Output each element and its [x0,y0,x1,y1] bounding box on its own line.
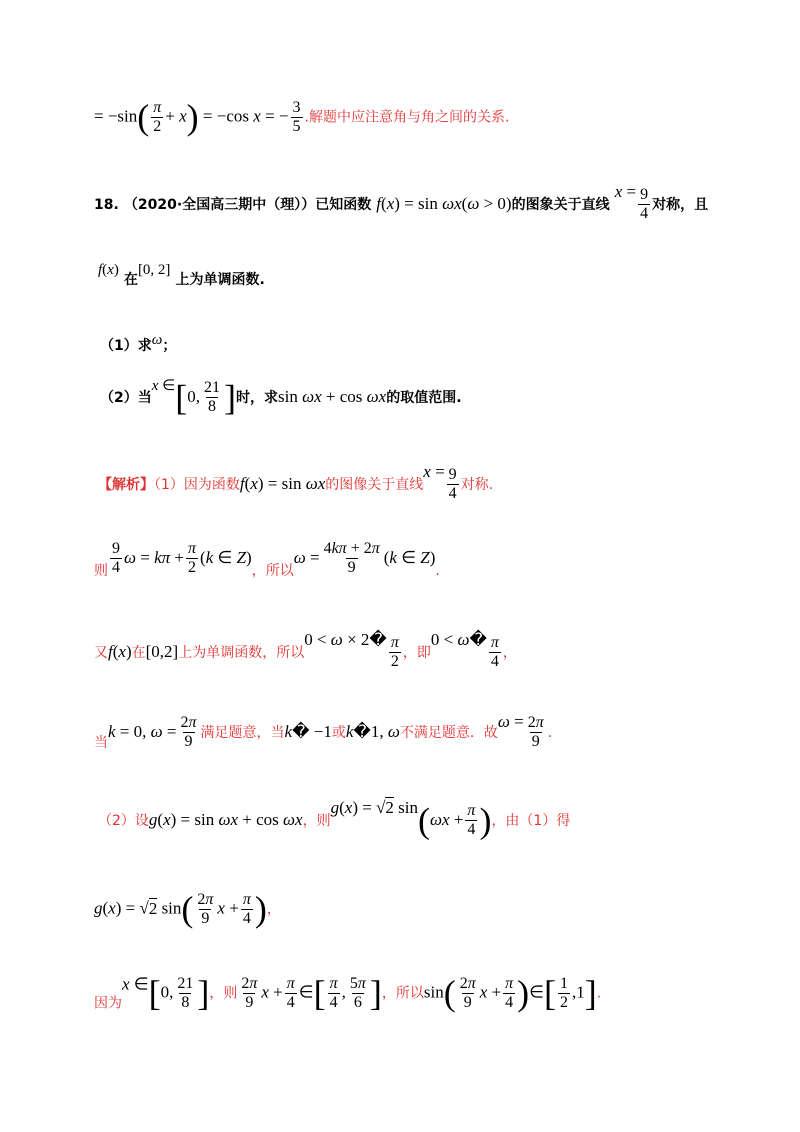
note-text: .解题中应注意角与角之间的关系. [304,109,510,126]
question-18-line2: f(x) 在[0, 2] 上为单调函数. [98,262,265,288]
solution-line6: g(x) = √2 sin( $\frac{2\pi}{9}$ x + $\frac{\pi}{4}$ )， [94,889,281,929]
solution-line4: 当k = 0, ω = $\frac{2\pi}{9}$ 满足题意，当k� −1或k�1, ω不满足题意．故ω = $\frac{2\pi}{9}$ . [94,712,553,751]
part-2: （2）当x ∈[0, $\frac{21}{8}$ ]时，求sin ωx + cos ωx的取值范围. [100,377,462,418]
question-source: （2020·全国高三期中（理）） [123,197,316,213]
part-1: （1）求ω； [100,332,177,354]
line-result: = −sin( $\frac{\pi}{2}$ + x) = −cos x = − $\frac{3}{5}$ .解题中应注意角与角之间的关系. [94,97,510,137]
solution-tag: 【解析】 [98,477,154,493]
solution-line7: 因为x ∈[0, $\frac{21}{8}$ ]，则 $\frac{2\pi}{9}$ x + $\frac{\pi}{4}$ ∈[ $\frac{\pi}{4}$ , $\frac{5\pi}{6}$ ]，所以sin( $\frac{2\pi}{9}$ x + $\frac{\pi}{4}$ )∈[ $\frac{1}{2}$ ,1]. [94,973,602,1013]
solution-line3: 又f(x)在[0,2]上为单调函数，所以0 < ω × 2� $\frac{\pi}{2}$ ，即0 < ω� $\frac{\pi}{4}$ ， [94,630,517,670]
solution-line5: （2）设g(x) = sin ωx + cos ωx，则g(x) = √2 sin(ωx + $\frac{\pi}{4}$ )，由（1）得 [98,798,571,841]
solution-line1: 【解析】（1）因为函数f(x) = sin ωx的图像关于直线x = $\frac{9}{4}$ 对称. [98,462,494,502]
question-18-line1: 18. （2020·全国高三期中（理））已知函数 f(x) = sin ωx(ω > 0)的图象关于直线 x = $\frac{9}{4}$ 对称，且 [94,182,709,222]
question-number: 18. [94,197,119,213]
solution-line2: 则 $\frac{9}{4}$ ω = kπ + $\frac{\pi}{2}$ (k ∈ Z)，所以ω = $\frac{4k\pi + 2\pi}{9}$ (k ∈ Z). [94,540,440,579]
math-expr: = −sin [94,106,138,126]
